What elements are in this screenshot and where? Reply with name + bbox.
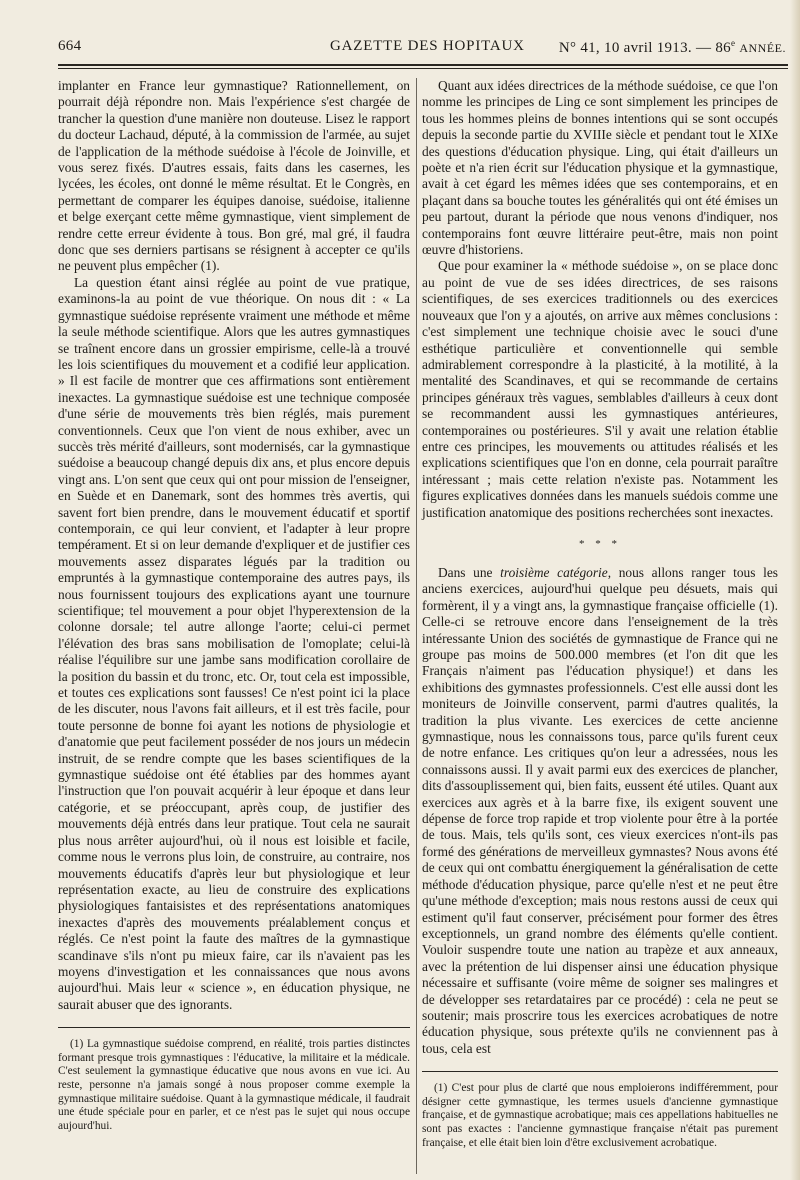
- issue-superscript: e: [730, 38, 736, 48]
- right-paragraph-1: Quant aux idées directrices de la méthode suédoise, ce que l'on nomme les principes de Ling ce sont simplement les principes de tous les hommes pleins de bonnes intentions qui se sont occupés depuis la seconde partie du XVIIIe siècle et pendant tout le XIXe des questions d'éducation physique. Ling, qui était d'ailleurs un poète et n'a rien écrit sur l'éducation physique et la gymnastique, avait à cet égard les mêmes idées que ses contemporains, et en plaçant dans sa bouche toutes les généralités qui ont été émises un peu partout, durant la période que nous venons d'indiquer, nos contemporains font œuvre littéraire peut-être, mais non point œuvre d'historiens.: [422, 78, 778, 258]
- footnote-divider-right: [422, 1071, 778, 1072]
- page-header: [58, 38, 786, 60]
- section-marker: * * *: [579, 537, 621, 550]
- right-paragraph-2: Que pour examiner la « méthode suédoise », on se place donc au point de vue de ses idées directrices, de ses raisons scientifiques, de ses exercices traditionnels ou des exercices nouveaux que l'on y a ajoutés, on arrive aux mêmes conclusions : c'est simplement une technique choisie avec le souci d'une esthétique particulière et conventionnelle qui semble admirablement correspondre à la plasticité, à la motilité, à la mentalité des Scandinaves, et qui se recommande de certains principes généraux très vagues, semblables d'ailleurs à ceux dont se recommandent aussi les gymnastiques antérieures, contemporaines ou postérieures. S'il y avait une relation établie entre ces principes, les mouvements ou attitudes réalisés et les explications scientifiques que l'on en donne, cela pourrait paraître intéressant ; mais cette relation n'existe pas. Notamment les figures explicatives données dans les manuels suédois comme une justification anatomique des positions recherchées sont inexactes.: [422, 258, 778, 520]
- right-footnote: [422, 1082, 778, 1150]
- left-footnote-text: (1) La gymnastique suédoise comprend, en réalité, trois parties distinctes formant presque trois gymnastiques : l'éducative, la militaire et la médicale. C'est seulement la gymnastique éducative que nous avons en vue ici. Au reste, personne n'a jamais songé à nous proposer comme exemple la gymnastique militaire suédoise. Quant à la gymnastique médicale, il faudrait une étude spéciale pour en parler, et ce n'est pas le sujet qui nous occupe aujourd'hui.: [58, 1038, 410, 1132]
- right-column: [422, 78, 778, 1150]
- right-paragraph-3: [422, 565, 778, 1057]
- left-paragraph-2: La question étant ainsi réglée au point de vue pratique, examinons-la au point de vue théorique. On nous dit : « La gymnastique suédoise représente vraiment une méthode et même la seule méthode scientifique. Alors que les autres gymnastiques se traînent encore dans un grossier empirisme, celle-là a trouvé les lois scientifiques du mouvement et a codifié leur application. » Il est facile de montrer que ces affirmations sont entièrement inexactes. La gymnastique suédoise est une technique composée d'une série de mouvements très bien réglés, mais purement conventionnels. Ceux que l'on vient de nous exhiber, avec un succès très mérité d'ailleurs, sont modernisés, car la gymnastique suédoise a beaucoup changé depuis dix ans, et plus encore depuis vingt ans. L'on sent que ceux qui ont pour mission de l'enseigner, en Suède et en Danemark, sont des hommes très avertis, qui savent fort bien prendre, dans le mouvement éducatif et sportif contemporain, ce qui leur convient, et l'adapter à leur propre tempérament. Et si on leur demande d'expliquer et de justifier ces mouvements assez disparates légués par la tradition ou empruntés à la gymnastique contemporaine des autres pays, ils nous fournissent toujours des explications ayant une tournure scientifique; tel mouvement a pour objet l'hyperextension de la colonne dorsale; tel autre allonge l'aorte; celui-ci permet l'élévation des bras sans mobilisation de l'omoplate; celui-là réalise l'équilibre sur une jambe sans modification corollaire de la position du bassin et du tronc, etc. Or, tout cela est impossible, et toutes ces explications sont fausses! Ce n'est point ici la place de les discuter, nous l'avons fait ailleurs, et il est très facile, pour toute personne de bonne foi ayant les notions de physiologie et d'anatomie que peut facilement posséder de nos jours un médecin instruit, de se rendre compte que les bases scientifiques de la gymnastique suédoise ont été établies par des hommes ayant l'instruction que l'on pouvait acquérir à leur époque et dans leur catégorie, et se préoccupant, après coup, de justifier des mouvements déjà entrés dans leur pratique. Tout cela ne saurait plus nous arrêter aujourd'hui, où il nous est loisible et facile, comme nous le verrons plus loin, de construire, au contraire, nos mouvements éducatifs d'après leur but physiologique et leur représentation exacte, au lieu de construire des explications physiologiques fantaisistes et des représentations anatomiques inexactes d'après des mouvements préalablement conçus et réglés. Ce n'est point la faute des maîtres de la gymnastique scandinave s'ils n'ont pu mieux faire, car ils n'avaient pas les moyens d'investigation et les connaissances que nous avons aujourd'hui. Mais leur « science », en éducation physique, ne saurait abuser que des ignorants.: [58, 274, 410, 1012]
- page-number: 664: [58, 38, 82, 54]
- journal-title: GAZETTE DES HOPITAUX: [330, 38, 525, 54]
- left-column: [58, 78, 410, 1133]
- left-paragraph-1: implanter en France leur gymnastique? Rationnellement, on pourrait déjà répondre non. Mais l'expérience s'est chargée de trancher la question d'une manière non douteuse. Lisez le rapport du docteur Lachaud, député, à la commission de l'armée, au sujet de l'application de la méthode suédoise à l'école de Joinville, et vous serez fixés. D'autres essais, faits dans les casernes, les lycées, les écoles, ont donné le même résultat. Et le Congrès, en permettant de comparer les équipes danoise, suédoise, italienne et belge exerçant cette même gymnastique, vient simplement de rendre cette erreur évidente à tous. Bon gré, mal gré, il faudra donc que ses derniers partisans se résignent à accepter ce qu'ils ne peuvent plus empêcher (1).: [58, 78, 410, 274]
- issue-info: [559, 38, 786, 57]
- right-footnote-text: (1) C'est pour plus de clarté que nous emploierons indifféremment, pour désigner cette gymnastique, les termes usuels d'ancienne gymnastique française, et de gymnastique acrobatique; mais ces appellations habituelles ne sont pas exactes : l'ancienne gymnastique française n'était pas purement française, et elle était bien loin d'être exclusivement acrobatique.: [422, 1082, 778, 1149]
- column-divider: [416, 78, 417, 1174]
- issue-suffix: ANNÉE.: [739, 41, 786, 55]
- footnote-divider-left: [58, 1027, 410, 1028]
- header-rule: [58, 64, 788, 69]
- page-edge-shadow: [790, 0, 800, 1180]
- section-paragraph-rest: , nous allons ranger tous les anciens exercices, aujourd'hui quelque peu désuets, mais qui formèrent, il y a vingt ans, la gymnastique française officielle (1). Celle-ci se retrouve encore dans l'enseignement de la très intéressante Union des sociétés de gymnastique de France qui ne groupe pas moins de 500.000 membres (et l'on dit que les Français n'aiment pas l'éducation physique!) et dans les exhibitions des gymnastes professionnels. C'est elle aussi dont les moniteurs de Joinville conservent, parmi d'autres qualités, la tradition la plus vivante. Les exercices de cette ancienne gymnastique, nous les connaissons tous, parce qu'ils furent ceux de notre enfance. Les critiques qu'on leur a adressées, nous les connaissons aussi. Il y avait parmi eux des exercices de plancher, dits d'assouplissement qui, bien faits, eussent été utiles. Quant aux exercices aux agrès et à la barre fixe, ils exigent souvent une dépense de force trop rapide et trop violente pour être à la portée de tous. Mais, tels qu'ils sont, ces vieux exercices n'ont-ils pas formé des générations de merveilleux gymnastes? Nous avons été de ceux qui ont combattu énergiquement la généralisation de cette méthode d'éducation physique, parce qu'elle n'est et ne peut être qu'une méthode d'exception; mais nous restons aussi de ceux qui estiment qu'il faut conserver, précisément pour former des êtres exceptionnels, un grand nombre des éléments qu'elle contient. Vouloir suspendre toute une nation au trapèze et aux anneaux, avec la prétention de lui dispenser ainsi une éducation physique nécessaire et suffisante (voire même de soigner ses malingres et de développer ses retardataires par ce procédé) : cela ne peut se soutenir; mais proscrire tous les exercices acrobatiques de notre éducation physique, sous prétexte qu'ils ne conviennent pas à tous, cela est: [422, 564, 778, 1056]
- left-footnote: [58, 1038, 410, 1133]
- section-paragraph-prefix: Dans une: [438, 564, 501, 580]
- section-paragraph-italic: troisième catégorie: [500, 564, 608, 580]
- issue-date: N° 41, 10 avril 1913. — 86: [558, 40, 731, 56]
